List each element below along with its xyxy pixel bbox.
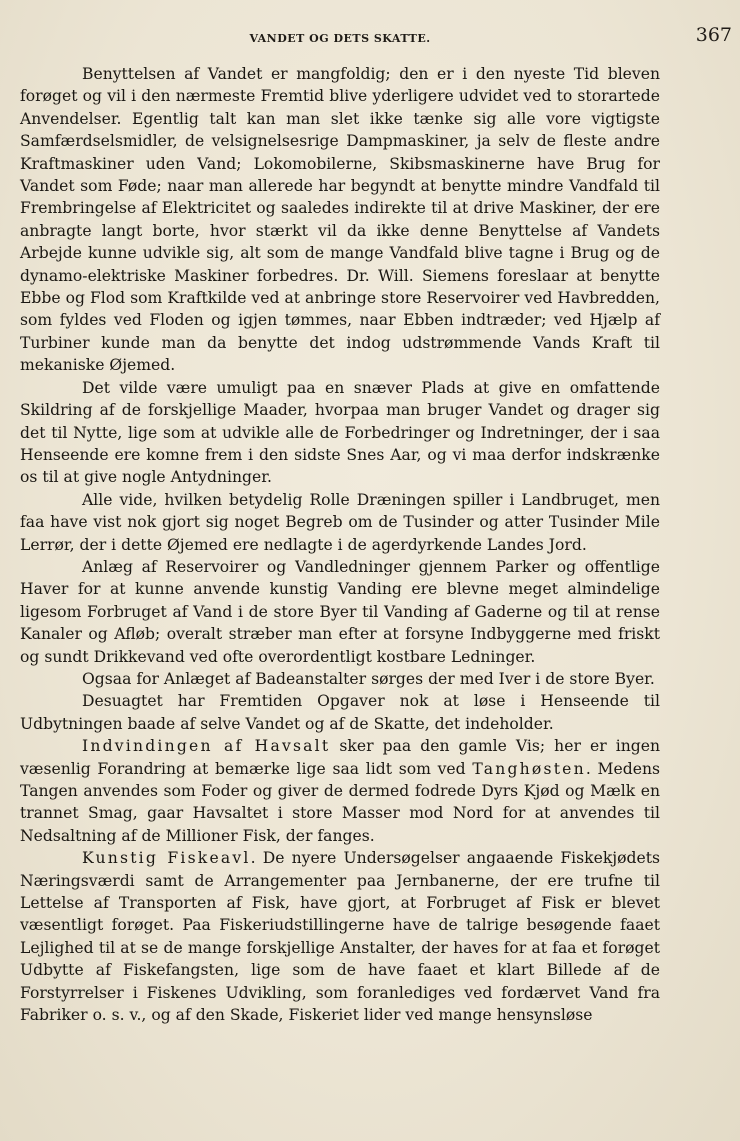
paragraph-text: . Medens Tangen anvendes som Foder og giver de dermed fodrede Dyrs Kjød og Mælk en trannet Smag, gaar Havsaltet i store Masser mod Nord for at anvendes til Nedsaltning af de Millioner Fisk, der fanges. — [20, 759, 660, 845]
paragraph-6 — [20, 690, 660, 735]
paragraph-text: Det vilde være umuligt paa en snæver Plads at give en omfattende Skildring af de forskjellige Maader, hvorpaa man bruger Vandet og drager sig det til Nytte, lige som at udvikle alle de Forbedringer og Indretninger, der i saa Henseende ere komne frem i den sidste Snes Aar, og vi maa derfor indskrænke os til at give nogle Antydninger. — [20, 378, 660, 487]
paragraph-text: sker paa den gamle Vis; her er ingen væsenlig Forandring at bemærke lige saa lidt som ved — [20, 737, 660, 778]
paragraph-7 — [20, 735, 660, 847]
paragraph-text: Ogsaa for Anlæget af Badeanstalter sørges der med Iver i de store Byer. — [82, 669, 655, 688]
paragraph-3 — [20, 489, 660, 556]
emphasis-tanghosten: Tanghøsten — [472, 759, 586, 778]
paragraph-5 — [20, 668, 660, 690]
body-text — [20, 63, 660, 1026]
paragraph-text: Alle vide, hvilken betydelig Rolle Dræningen spiller i Landbruget, men faa have vist nok gjort sig noget Begreb om de Tusinder og atter Tusinder Mile Lerrør, der i dette Øjemed ere nedlagte i de agerdyrkende Landes Jord. — [20, 490, 660, 554]
paragraph-text: Desuagtet har Fremtiden Opgaver nok at løse i Henseende til Udbytningen baade af selve Vandet og af de Skatte, det indeholder. — [20, 692, 660, 733]
section-lead-fiskeavl: Kunstig Fiskeavl — [82, 849, 251, 868]
paragraph-text: Benyttelsen af Vandet er mangfoldig; den er i den nyeste Tid bleven forøget og vil i den nærmeste Fremtid blive yderligere udvidet ved to storartede Anvendelser. Egentlig talt kan man slet ikke tænke sig alle vore vigtigste Samfærdselsmidler, de velsignelsesrige Dampmaskiner, ja selv de fleste andre Kraftmaskiner uden Vand; Lokomobilerne, Skibsmaskinerne have Brug for Vandet som Føde; naar man allerede har begyndt at benytte mindre Vandfald til Frembringelse af Elektricitet og saaledes indirekte til at drive Maskiner, der ere anbragte langt borte, hvor stærkt vil da ikke denne Benyttelse af Vandets Arbejde kunne udvikle sig, alt som de mange Vandfald blive tagne i Brug og de dynamo-elektriske Maskiner forbedres. Dr. Will. Siemens foreslaar at benytte Ebbe og Flod som Kraftkilde ved at anbringe store Reservoirer ved Havbredden, som fyldes ved Floden og igjen tømmes, naar Ebben indtræder; ved Hjælp af Turbiner kunde man da benytte det indog udstrømmende Vands Kraft til mekaniske Øjemed. — [20, 65, 660, 375]
paragraph-8 — [20, 847, 660, 1026]
paragraph-1 — [20, 63, 660, 377]
paragraph-4 — [20, 556, 660, 668]
paragraph-text: . De nyere Undersøgelser angaaende Fiskekjødets Næringsværdi samt de Arrangementer paa Jernbanerne, der ere trufne til Lettelse af Transporten af Fisk, have gjort, at Forbruget af Fisk er blevet væsentligt forøget. Paa Fiskeriudstillingerne have de talrige besøgende faaet Lejlighed til at se de mange forskjellige Anstalter, der haves for at faa et forøget Udbytte af Fiskefangsten, lige som de have faaet et klart Billede af de Forstyrrelser i Fiskenes Udvikling, som foranlediges ved fordærvet Vand fra Fabriker o. s. v., og af den Skade, Fiskeriet lider ved mange hensynsløse — [20, 849, 660, 1025]
running-title: VANDET OG DETS SKATTE. — [249, 32, 431, 45]
paragraph-2 — [20, 377, 660, 489]
page-number: 367 — [695, 24, 732, 46]
paragraph-text: Anlæg af Reservoirer og Vandledninger gjennem Parker og offentlige Haver for at kunne anvende kunstig Vanding ere blevne meget almindelige ligesom Forbruget af Vand i de store Byer til Vanding af Gaderne og til at rense Kanaler og Afløb; overalt stræber man efter at forsyne Indbyggerne med friskt og sundt Drikkevand ved ofte overordentligt kostbare Ledninger. — [20, 557, 660, 666]
section-lead-havsalt: Indvindingen af Havsalt — [82, 737, 331, 756]
running-header — [20, 22, 732, 52]
